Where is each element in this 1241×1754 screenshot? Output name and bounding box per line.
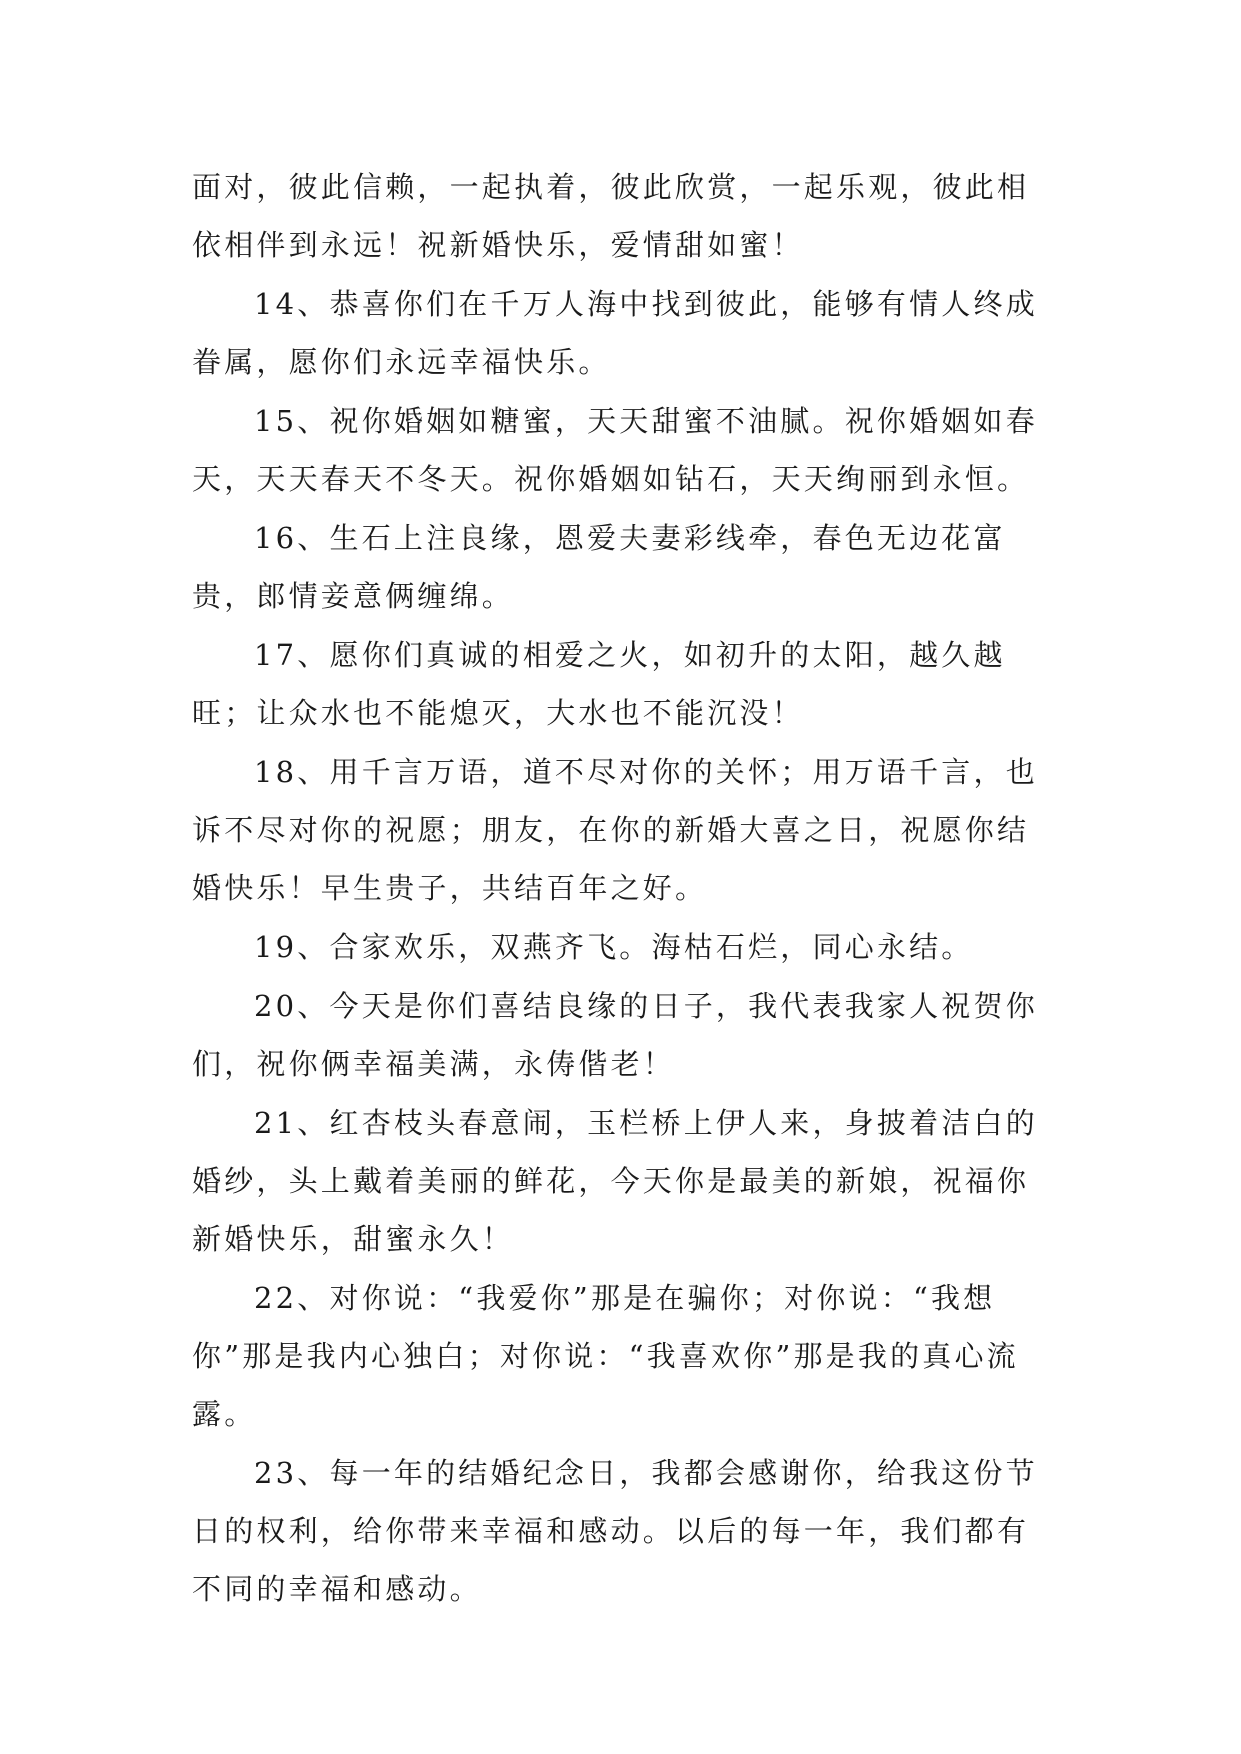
paragraph-15: 15、祝你婚姻如糖蜜，天天甜蜜不油腻。祝你婚姻如春天，天天春天不冬天。祝你婚姻如钻石，天天绚丽到永恒。 bbox=[192, 404, 1038, 496]
paragraph-18: 18、用千言万语，道不尽对你的关怀；用万语千言，也诉不尽对你的祝愿；朋友，在你的新婚大喜之日，祝愿你结婚快乐！早生贵子，共结百年之好。 bbox=[192, 755, 1038, 905]
paragraph-17: 17、愿你们真诚的相爱之火，如初升的太阳，越久越旺；让众水也不能熄灭，大水也不能沉没！ bbox=[192, 638, 1006, 730]
document-body bbox=[192, 158, 1054, 1619]
paragraph-23: 23、每一年的结婚纪念日，我都会感谢你，给我这份节日的权利，给你带来幸福和感动。以后的每一年，我们都有不同的幸福和感动。 bbox=[192, 1456, 1038, 1606]
paragraph-16: 16、生石上注良缘，恩爱夫妻彩线牵，春色无边花富贵，郎情妾意俩缠绵。 bbox=[192, 521, 1006, 613]
paragraph-19: 19、合家欢乐，双燕齐飞。海枯石烂，同心永结。 bbox=[254, 930, 974, 964]
paragraph-22: 22、对你说：“我爱你”那是在骗你；对你说：“我想你”那是我内心独白；对你说：“我喜欢你”那是我的真心流露。 bbox=[192, 1281, 1019, 1431]
paragraph-continued: 面对，彼此信赖，一起执着，彼此欣赏，一起乐观，彼此相依相伴到永远！祝新婚快乐，爱情甜如蜜！ bbox=[192, 170, 1030, 262]
paragraph-20: 20、今天是你们喜结良缘的日子，我代表我家人祝贺你们，祝你俩幸福美满，永俦偕老！ bbox=[192, 989, 1038, 1081]
paragraph-21: 21、红杏枝头春意闹，玉栏桥上伊人来，身披着洁白的婚纱，头上戴着美丽的鲜花，今天你是最美的新娘，祝福你新婚快乐，甜蜜永久！ bbox=[192, 1106, 1038, 1256]
paragraph-14: 14、恭喜你们在千万人海中找到彼此，能够有情人终成眷属，愿你们永远幸福快乐。 bbox=[192, 287, 1038, 379]
